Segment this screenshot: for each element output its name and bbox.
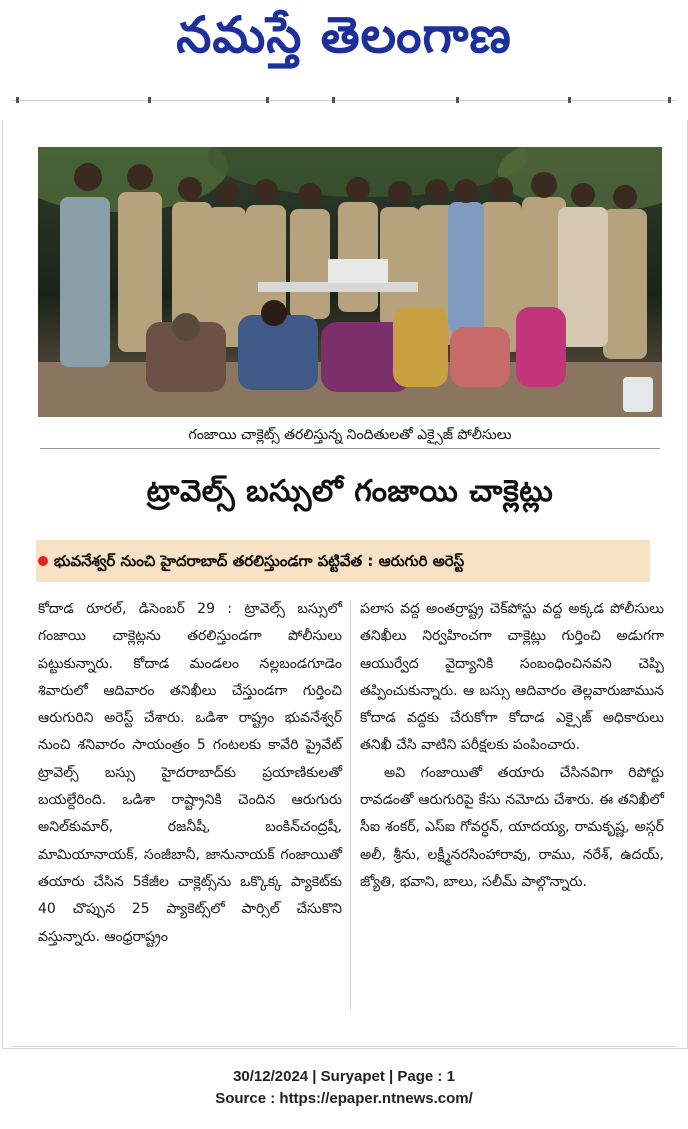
bullet-icon [38, 556, 48, 566]
edition-info: 30/12/2024 | Suryapet | Page : 1 [233, 1068, 455, 1085]
paragraph: పలాస వద్ద అంతర్రాష్ట్ర చెక్‌పోస్టు వద్ద అక్కడ పోలీసులు తనిఖీలు నిర్వహించగా చాక్లెట్లు గుర్తించి అడుగగా ఆయుర్వేద వైద్యానికి సంబంధించినవని చెప్పి తప్పించుకున్నారు. ఆ బస్సు ఆదివారం తెల్లవారుజామున కోదాడ వద్దకు చేరుకోగా కోదాడ ఎక్సైజ్ అధికారులు తనిఖీ చేసి వాటిని పరీక్షలకు పంపించారు. [360, 601, 664, 754]
group-photo [38, 147, 662, 417]
article-column-left [38, 596, 342, 951]
page-footer [0, 1066, 688, 1110]
headline: ట్రావెల్స్ బస్సులో గంజాయి చాక్లెట్లు [146, 474, 554, 509]
paragraph: అవి గంజాయితో తయారు చేసినవిగా రిపోర్టు రావడంతో ఆరుగురిపై కేసు నమోదు చేశారు. ఈ తనిఖీలో సీఐ శంకర్, ఎస్‌ఐ గోవర్ధన్, యాదయ్య, రామకృష్ణ, అస్గర్ అలీ, శ్రీను, లక్ష్మీనరసింహారావు, రాము, నరేశ్, ఉదయ్, జ్యోతి, భవాని, బాలు, సలీమ్ పాల్గొన్నారు. [360, 764, 664, 890]
masthead [0, 0, 688, 90]
caption-underline [40, 448, 660, 449]
footer-rule [12, 1046, 676, 1047]
column-divider [350, 600, 351, 1010]
source-link[interactable]: Source : https://epaper.ntnews.com/ [215, 1090, 473, 1107]
header-rule-marks [12, 97, 676, 105]
paragraph: కోదాడ రూరల్, డిసెంబర్ 29 : ట్రావెల్స్ బస్సులో గంజాయి చాక్లెట్లను తరలిస్తుండగా పోలీసులు పట్టుకున్నారు. కోదాడ మండలం నల్లబండగూడెం శివారులో ఆదివారం తనిఖీలు చేస్తుండగా గుర్తించి ఆరుగురిని అరెస్ట్ చేశారు. ఒడిశా రాష్ట్రం భువనేశ్వర్ నుంచి శనివారం సాయంత్రం 5 గంటలకు కావేరి ప్రైవేట్ ట్రావెల్స్ బస్సు హైదరాబాద్‌కు ప్రయాణికులతో బయల్దేరింది. ఒడిశా రాష్ట్రానికి చెందిన ఆరుగురు అనిల్‌కుమార్, రజనీషీ, బంకిన్‌చంద్రషీ, మామియానాయక్, సంజీబానీ, జానునాయక్ గంజాయితో తయారు చేసిన 5కేజీల చాక్లెట్స్‌ను ఒక్కొక్క ప్యాకెట్‌కు 40 చొప్పున 25 ప్యాకెట్స్‌లో పార్సిల్ చేసుకొని వస్తున్నారు. ఆంధ్రరాష్ట్రం [38, 601, 342, 945]
newspaper-logo: నమస్తే తెలంగాణ [176, 6, 512, 64]
article-column-right [360, 596, 664, 896]
photo-caption: గంజాయి చాక్లెట్స్ తరలిస్తున్న నిందితులతో ఎక్సైజ్ పోలీసులు [188, 427, 512, 443]
subheadline: భువనేశ్వర్ నుంచి హైదరాబాద్ తరలిస్తుండగా పట్టివేత : ఆరుగురి అరెస్ట్ [54, 552, 465, 570]
